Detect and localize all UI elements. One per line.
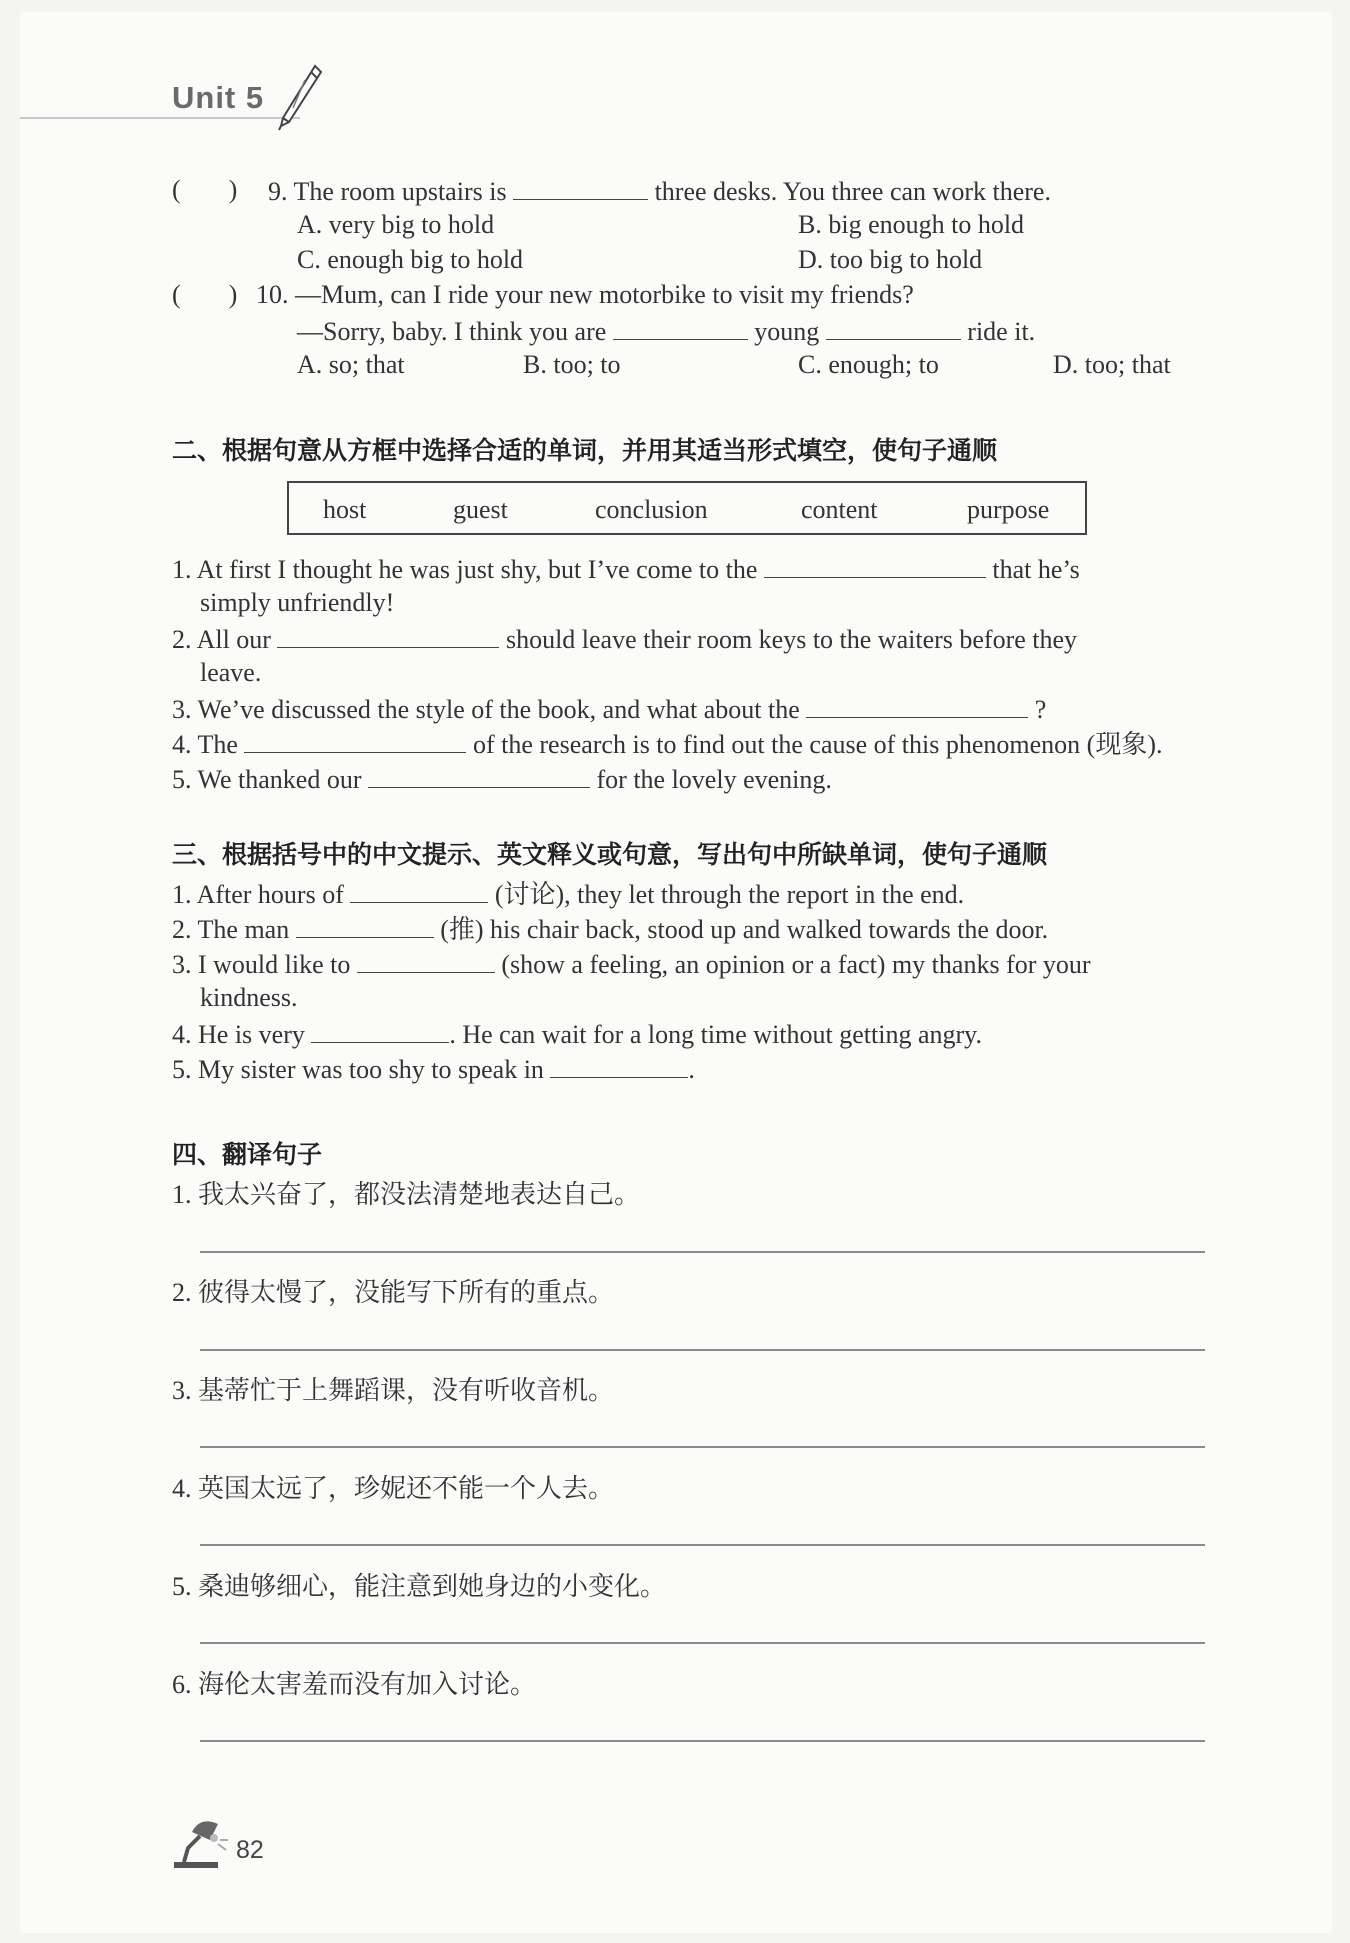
s3-item5-blank[interactable] xyxy=(550,1053,688,1078)
s4-item1: 1. 我太兴奋了，都没法清楚地表达自己。 xyxy=(172,1180,641,1209)
s3-item4-blank[interactable] xyxy=(311,1018,449,1043)
word-box xyxy=(287,481,1087,535)
s2-item2-blank[interactable] xyxy=(277,623,499,648)
q10-option-a[interactable]: A. so; that xyxy=(297,350,405,379)
q10-answer-bracket[interactable]: ( ) xyxy=(172,280,238,309)
q9-option-c[interactable]: C. enough big to hold xyxy=(297,245,524,274)
s4-item4: 4. 英国太远了，珍妮还不能一个人去。 xyxy=(172,1474,615,1503)
s3-item2: 2. The man (推) his chair back, stood up and walked towards the door. xyxy=(172,915,1049,944)
unit-title: Unit 5 xyxy=(172,80,265,115)
q9-blank[interactable] xyxy=(513,175,648,200)
desk-lamp-icon xyxy=(170,1814,230,1870)
section4-heading: 四、翻译句子 xyxy=(172,1140,323,1169)
q9-answer-bracket[interactable]: ( ) xyxy=(172,175,238,204)
pen-icon xyxy=(275,64,323,136)
section2-heading: 二、根据句意从方框中选择合适的单词，并用其适当形式填空，使句子通顺 xyxy=(172,436,998,465)
s2-item2-line1: 2. All our should leave their room keys to the waiters before they xyxy=(172,625,1078,654)
q10-blank-2[interactable] xyxy=(826,315,961,340)
s3-item5: 5. My sister was too shy to speak in . xyxy=(172,1055,695,1084)
s3-item1-blank[interactable] xyxy=(350,878,488,903)
s2-item5-blank[interactable] xyxy=(368,763,590,788)
s3-item3-blank[interactable] xyxy=(357,948,495,973)
word-content: content xyxy=(801,495,878,524)
q9-option-a[interactable]: A. very big to hold xyxy=(297,210,495,239)
s2-item2-line2: leave. xyxy=(200,658,262,687)
section3-heading: 三、根据括号中的中文提示、英文释义或句意，写出句中所缺单词，使句子通顺 xyxy=(172,840,1048,869)
s2-item1-line1: 1. At first I thought he was just shy, but I’ve come to the that he’s xyxy=(172,555,1080,584)
q10-stem-line1: 10. —Mum, can I ride your new motorbike to visit my friends? xyxy=(256,280,914,309)
s2-item3: 3. We’ve discussed the style of the book, and what about the ? xyxy=(172,695,1047,724)
page-number: 82 xyxy=(236,1836,264,1864)
s3-item2-blank[interactable] xyxy=(296,913,434,938)
s3-item1: 1. After hours of (讨论), they let through the report in the end. xyxy=(172,880,965,909)
s4-answer-line-5[interactable] xyxy=(200,1642,1205,1644)
s2-item1-line2: simply unfriendly! xyxy=(200,588,395,617)
s4-item2: 2. 彼得太慢了，没能写下所有的重点。 xyxy=(172,1278,615,1307)
s3-item3-line2: kindness. xyxy=(200,983,298,1012)
word-conclusion: conclusion xyxy=(595,495,708,524)
q10-option-d[interactable]: D. too; that xyxy=(1053,350,1171,379)
s3-item3-line1: 3. I would like to (show a feeling, an opinion or a fact) my thanks for your xyxy=(172,950,1091,979)
s2-item1-blank[interactable] xyxy=(764,553,986,578)
word-host: host xyxy=(323,495,367,524)
s4-answer-line-3[interactable] xyxy=(200,1446,1205,1448)
s2-item5: 5. We thanked our for the lovely evening. xyxy=(172,765,832,794)
s2-item4: 4. The of the research is to find out the cause of this phenomenon (现象). xyxy=(172,730,1163,759)
word-guest: guest xyxy=(453,495,508,524)
q10-option-c[interactable]: C. enough; to xyxy=(798,350,939,379)
header-rule xyxy=(20,117,300,119)
q10-option-b[interactable]: B. too; to xyxy=(523,350,621,379)
s4-item5: 5. 桑迪够细心，能注意到她身边的小变化。 xyxy=(172,1572,667,1601)
q9-stem: 9. The room upstairs is three desks. You three can work there. xyxy=(268,177,1051,206)
q10-blank-1[interactable] xyxy=(613,315,748,340)
s2-item3-blank[interactable] xyxy=(806,693,1028,718)
s4-item3: 3. 基蒂忙于上舞蹈课，没有听收音机。 xyxy=(172,1376,615,1405)
word-purpose: purpose xyxy=(967,495,1050,524)
s4-item6: 6. 海伦太害羞而没有加入讨论。 xyxy=(172,1670,537,1699)
s4-answer-line-4[interactable] xyxy=(200,1544,1205,1546)
s4-answer-line-6[interactable] xyxy=(200,1740,1205,1742)
s4-answer-line-1[interactable] xyxy=(200,1251,1205,1253)
q10-stem-line2: —Sorry, baby. I think you are young ride it. xyxy=(297,317,1036,346)
q9-option-d[interactable]: D. too big to hold xyxy=(798,245,983,274)
q9-option-b[interactable]: B. big enough to hold xyxy=(798,210,1025,239)
s3-item4: 4. He is very . He can wait for a long time without getting angry. xyxy=(172,1020,982,1049)
s2-item4-blank[interactable] xyxy=(244,728,466,753)
s4-answer-line-2[interactable] xyxy=(200,1349,1205,1351)
